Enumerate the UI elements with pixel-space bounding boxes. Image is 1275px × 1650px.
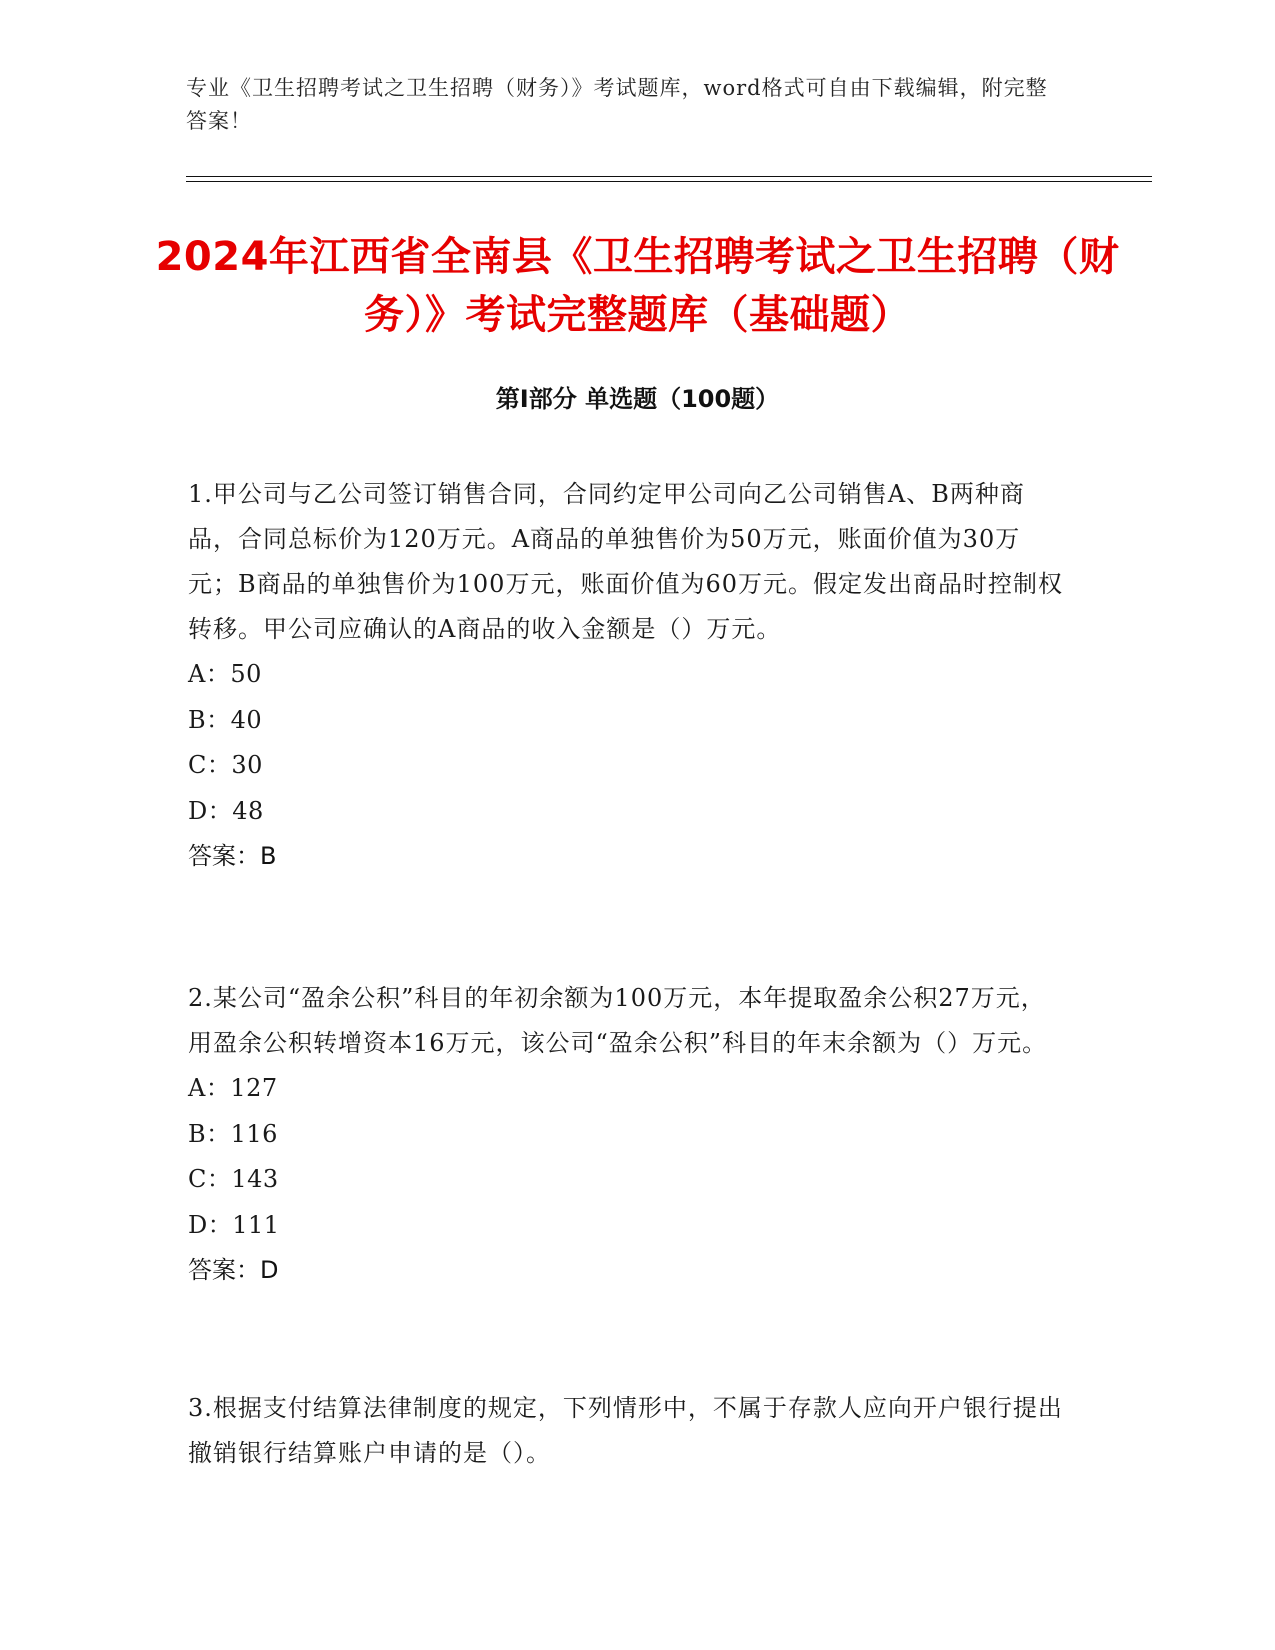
header-divider-bottom	[186, 181, 1152, 182]
answer: 答案：B	[188, 842, 277, 870]
option-a: A：127	[188, 1074, 278, 1102]
question-3	[188, 1386, 1068, 1476]
option-b: B：40	[188, 705, 263, 734]
question-2	[188, 976, 1068, 1292]
header-divider-top	[186, 176, 1152, 177]
question-stem: 1.甲公司与乙公司签订销售合同，合同约定甲公司向乙公司销售A、B两种商品，合同总标价为120万元。A商品的单独售价为50万元，账面价值为30万元；B商品的单独售价为100万元，账面价值为60万元。假定发出商品时控制权转移。甲公司应确认的A商品的收入金额是（）万元。	[188, 480, 1063, 643]
question-stem: 3.根据支付结算法律制度的规定，下列情形中，不属于存款人应向开户银行提出撤销银行结算账户申请的是（）。	[188, 1394, 1063, 1467]
answer: 答案：D	[188, 1256, 279, 1284]
question-stem: 2.某公司“盈余公积”科目的年初余额为100万元，本年提取盈余公积27万元，用盈余公积转增资本16万元，该公司“盈余公积”科目的年末余额为（）万元。	[188, 984, 1048, 1057]
section-title: 第I部分 单选题（100题）	[495, 385, 780, 413]
document-title: 2024年江西省全南县《卫生招聘考试之卫生招聘（财务）》考试完整题库（基础题）	[155, 234, 1120, 338]
option-d: D：111	[188, 1210, 280, 1239]
option-a: A：50	[188, 660, 262, 688]
header-note: 专业《卫生招聘考试之卫生招聘（财务）》考试题库，word格式可自由下载编辑，附完整答案！	[186, 76, 1048, 133]
option-c: C：143	[188, 1165, 279, 1193]
option-b: B：116	[188, 1119, 278, 1148]
option-d: D：48	[188, 796, 264, 825]
question-1	[188, 472, 1068, 878]
option-c: C：30	[188, 751, 263, 779]
